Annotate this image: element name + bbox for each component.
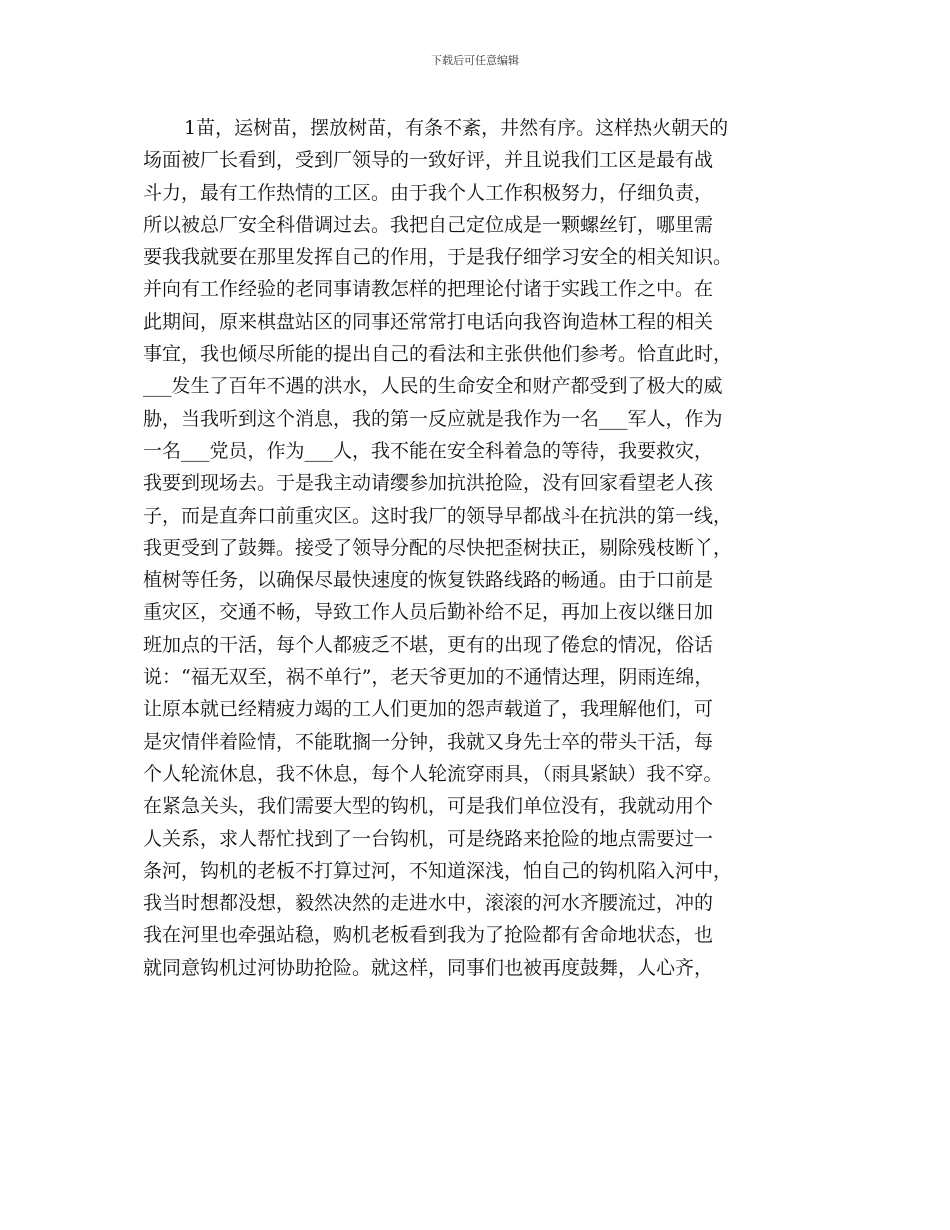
text-line: 场面被厂长看到，受到厂领导的一致好评，并且说我们工区是最有战 [143, 149, 714, 172]
text-line: 事宜，我也倾尽所能的提出自己的看法和主张供他们参考。恰直此时， [143, 343, 733, 366]
text-line: 一名___党员，作为___人，我不能在安全科着急的等待，我要救灾， [143, 439, 714, 462]
text-line: 让原本就已经精疲力竭的工人们更加的怨声载道了，我理解他们，可 [143, 698, 714, 721]
text-line: 我要到现场去。于是我主动请缨参加抗洪抢险，没有回家看望老人孩 [143, 472, 714, 495]
text-line: 所以被总厂安全科借调过去。我把自己定位成是一颗螺丝钉，哪里需 [143, 213, 714, 236]
text-line: 是灾情伴着险情，不能耽搁一分钟，我就又身先士卒的带头干活，每 [143, 730, 714, 753]
text-line: 我更受到了鼓舞。接受了领导分配的尽快把歪树扶正，剔除残枝断丫， [143, 536, 733, 559]
text-line: 并向有工作经验的老同事请教怎样的把理论付诸于实践工作之中。在 [143, 278, 714, 301]
text-line: 我当时想都没想，毅然决然的走进水中，滚滚的河水齐腰流过，冲的 [143, 892, 714, 915]
text-line: 说：“福无双至，祸不单行”，老天爷更加的不通情达理，阴雨连绵， [143, 666, 714, 689]
text-line: 条河，钩机的老板不打算过河，不知道深浅，怕自己的钩机陷入河中， [143, 859, 733, 882]
document-body [143, 112, 823, 984]
text-line: 植树等任务，以确保尽最快速度的恢复铁路线路的畅通。由于口前是 [143, 569, 714, 592]
text-line: 人关系，求人帮忙找到了一台钩机，可是绕路来抢险的地点需要过一 [143, 827, 714, 850]
text-line: 个人轮流休息，我不休息，每个人轮流穿雨具，（雨具紧缺）我不穿。 [143, 762, 723, 785]
text-line: 我在河里也牵强站稳，购机老板看到我为了抢险都有舍命地状态，也 [143, 924, 714, 947]
text-line: 胁，当我听到这个消息，我的第一反应就是我作为一名___军人，作为 [143, 407, 723, 430]
text-line: ___发生了百年不遇的洪水，人民的生命安全和财产都受到了极大的威 [143, 375, 723, 398]
text-line: 在紧急关头，我们需要大型的钩机，可是我们单位没有，我就动用个 [143, 795, 714, 818]
page-header: 下载后可任意编辑 [431, 54, 519, 67]
text-line: 1苗，运树苗，摆放树苗，有条不紊，井然有序。这样热火朝天的 [184, 117, 729, 139]
text-line: 要我我就要在那里发挥自己的作用，于是我仔细学习安全的相关知识。 [143, 246, 733, 269]
text-line: 斗力，最有工作热情的工区。由于我个人工作积极努力，仔细负责， [143, 181, 714, 204]
text-line: 此期间，原来棋盘站区的同事还常常打电话向我咨询造林工程的相关 [143, 310, 714, 333]
text-line: 就同意钩机过河协助抢险。就这样，同事们也被再度鼓舞，人心齐， [143, 956, 714, 979]
text-line: 班加点的干活，每个人都疲乏不堪，更有的出现了倦怠的情况，俗话 [143, 633, 714, 656]
text-line: 子，而是直奔口前重灾区。这时我厂的领导早都战斗在抗洪的第一线， [143, 504, 733, 527]
text-line: 重灾区，交通不畅，导致工作人员后勤补给不足，再加上夜以继日加 [143, 601, 714, 624]
